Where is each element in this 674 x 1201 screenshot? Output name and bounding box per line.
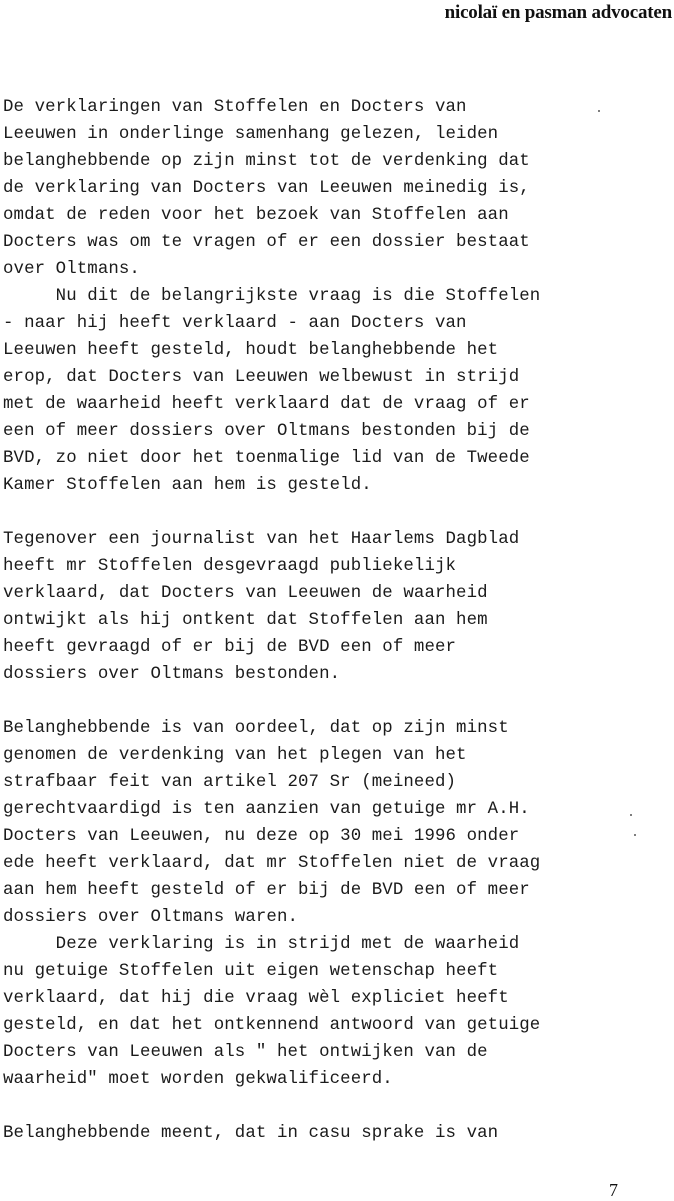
text-line: Belanghebbende meent, dat in casu sprake is van — [3, 1124, 499, 1143]
text-line: dossiers over Oltmans bestonden. — [3, 665, 341, 684]
text-line: aan hem heeft gesteld of er bij de BVD een of meer — [3, 881, 530, 900]
text-line: - naar hij heeft verklaard - aan Docters van — [3, 314, 467, 333]
text-line: ede heeft verklaard, dat mr Stoffelen niet de vraag — [3, 854, 541, 873]
text-line: Docters van Leeuwen als " het ontwijken van de — [3, 1043, 488, 1062]
scan-speck — [630, 814, 632, 816]
scan-speck — [598, 110, 600, 112]
text-line: heeft gevraagd of er bij de BVD een of meer — [3, 638, 457, 657]
text-line: Leeuwen in onderlinge samenhang gelezen, leiden — [3, 125, 499, 144]
text-line: Docters van Leeuwen, nu deze op 30 mei 1996 onder — [3, 827, 520, 846]
text-line: verklaard, dat hij die vraag wèl expliciet heeft — [3, 989, 509, 1008]
text-line: gerechtvaardigd is ten aanzien van getuige mr A.H. — [3, 800, 530, 819]
text-line: erop, dat Docters van Leeuwen welbewust in strijd — [3, 368, 520, 387]
text-line: de verklaring van Docters van Leeuwen meinedig is, — [3, 179, 530, 198]
text-line: gesteld, en dat het ontkennend antwoord van getuige — [3, 1016, 541, 1035]
letterhead: nicolaï en pasman advocaten — [444, 2, 672, 23]
text-line: een of meer dossiers over Oltmans bestonden bij de — [3, 422, 530, 441]
text-line: over Oltmans. — [3, 260, 140, 279]
text-line: ontwijkt als hij ontkent dat Stoffelen aan hem — [3, 611, 488, 630]
text-line: Belanghebbende is van oordeel, dat op zijn minst — [3, 719, 509, 738]
text-line: genomen de verdenking van het plegen van het — [3, 746, 467, 765]
text-line: verklaard, dat Docters van Leeuwen de waarheid — [3, 584, 488, 603]
text-line: met de waarheid heeft verklaard dat de vraag of er — [3, 395, 530, 414]
text-line: Docters was om te vragen of er een dossier bestaat — [3, 233, 530, 252]
text-line: Leeuwen heeft gesteld, houdt belanghebbende het — [3, 341, 499, 360]
text-line: belanghebbende op zijn minst tot de verdenking dat — [3, 152, 530, 171]
text-line: heeft mr Stoffelen desgevraagd publiekelijk — [3, 557, 457, 576]
text-line: nu getuige Stoffelen uit eigen wetenschap heeft — [3, 962, 499, 981]
scan-speck — [634, 834, 636, 836]
text-line: Nu dit de belangrijkste vraag is die Stoffelen — [3, 287, 541, 306]
text-line: De verklaringen van Stoffelen en Docters van — [3, 98, 467, 117]
text-line: Tegenover een journalist van het Haarlems Dagblad — [3, 530, 520, 549]
text-line: strafbaar feit van artikel 207 Sr (meineed) — [3, 773, 457, 792]
text-line: Kamer Stoffelen aan hem is gesteld. — [3, 476, 372, 495]
text-line: BVD, zo niet door het toenmalige lid van de Tweede — [3, 449, 530, 468]
text-line: dossiers over Oltmans waren. — [3, 908, 299, 927]
text-line: Deze verklaring is in strijd met de waarheid — [3, 935, 520, 954]
text-line: waarheid" moet worden gekwalificeerd. — [3, 1070, 393, 1089]
page-number: 7 — [609, 1180, 618, 1200]
text-line: omdat de reden voor het bezoek van Stoffelen aan — [3, 206, 509, 225]
